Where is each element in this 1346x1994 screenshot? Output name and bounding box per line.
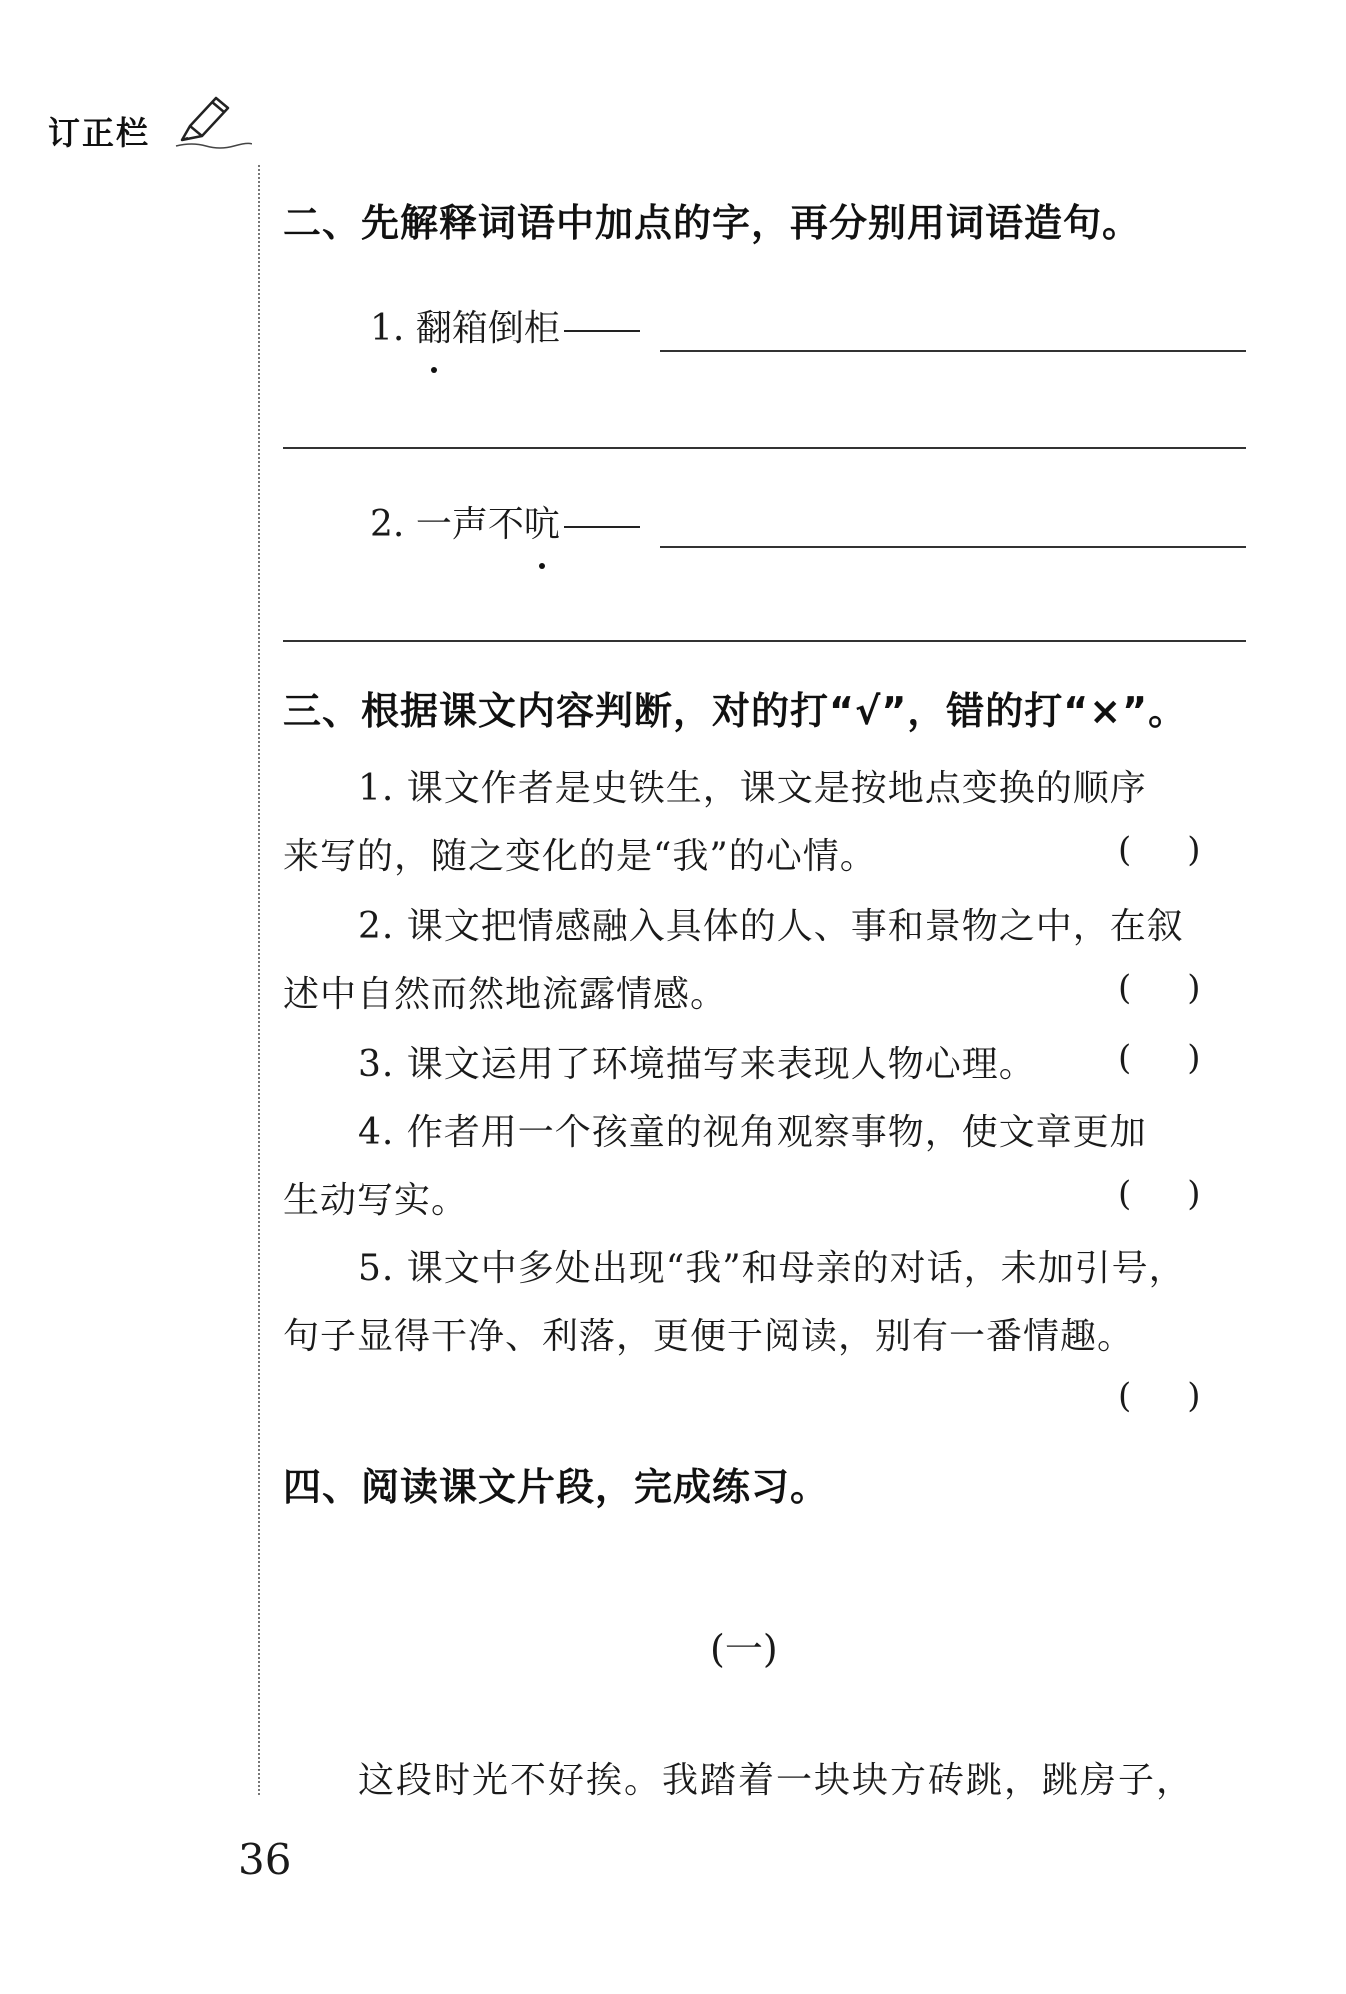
answer-line[interactable] <box>660 350 1246 352</box>
section-3-heading: 三、根据课文内容判断，对的打“√”，错的打“×”。 <box>283 689 1188 733</box>
pencil-icon <box>172 92 252 152</box>
statement-line: 5. 课文中多处出现“我”和母亲的对话，未加引号， <box>358 1248 1186 1289</box>
statement-line: 2. 课文把情感融入具体的人、事和景物之中，在叙 <box>358 906 1184 947</box>
vocab-text: 一声不 <box>415 504 524 545</box>
vocab-item-2 <box>370 496 640 547</box>
statement-line: 4. 作者用一个孩童的视角观察事物，使文章更加 <box>358 1112 1147 1153</box>
margin-divider <box>258 165 260 1795</box>
dash <box>564 330 640 332</box>
section-4-heading: 四、阅读课文片段，完成练习。 <box>283 1465 830 1509</box>
answer-bracket[interactable]: ( ) <box>1118 1038 1201 1078</box>
vocab-item-1 <box>370 300 640 351</box>
answer-line[interactable] <box>283 447 1246 449</box>
answer-line[interactable] <box>283 640 1246 642</box>
vocab-item-number: 1. <box>370 308 405 349</box>
statement-line: 来写的，随之变化的是“我”的心情。 <box>283 836 877 877</box>
vocab-item-number: 2. <box>370 504 405 545</box>
vocab-dotted-char: 翻 <box>416 300 452 351</box>
answer-line[interactable] <box>660 546 1246 548</box>
vocab-text: 箱倒柜 <box>451 308 560 349</box>
statement-line: 述中自然而然地流露情感。 <box>283 974 728 1015</box>
passage-title: (一) <box>710 1627 778 1671</box>
statement-line: 句子显得干净、利落，更便于阅读，别有一番情趣。 <box>283 1316 1135 1357</box>
answer-bracket[interactable]: ( ) <box>1118 830 1201 870</box>
dash <box>564 526 640 528</box>
page-number: 36 <box>238 1835 292 1884</box>
answer-bracket[interactable]: ( ) <box>1118 1174 1201 1214</box>
statement-line: 生动写实。 <box>283 1180 469 1221</box>
section-2-heading: 二、先解释词语中加点的字，再分别用词语造句。 <box>283 201 1142 245</box>
statement-line: 1. 课文作者是史铁生，课文是按地点变换的顺序 <box>358 768 1147 809</box>
passage-text: 这段时光不好挨。我踏着一块块方砖跳，跳房子， <box>358 1760 1195 1801</box>
statement-line: 3. 课文运用了环境描写来表现人物心理。 <box>358 1044 1036 1085</box>
answer-bracket[interactable]: ( ) <box>1118 968 1201 1008</box>
correction-column-label: 订正栏 <box>48 114 151 152</box>
answer-bracket[interactable]: ( ) <box>1118 1376 1201 1416</box>
vocab-dotted-char: 吭 <box>524 496 560 547</box>
